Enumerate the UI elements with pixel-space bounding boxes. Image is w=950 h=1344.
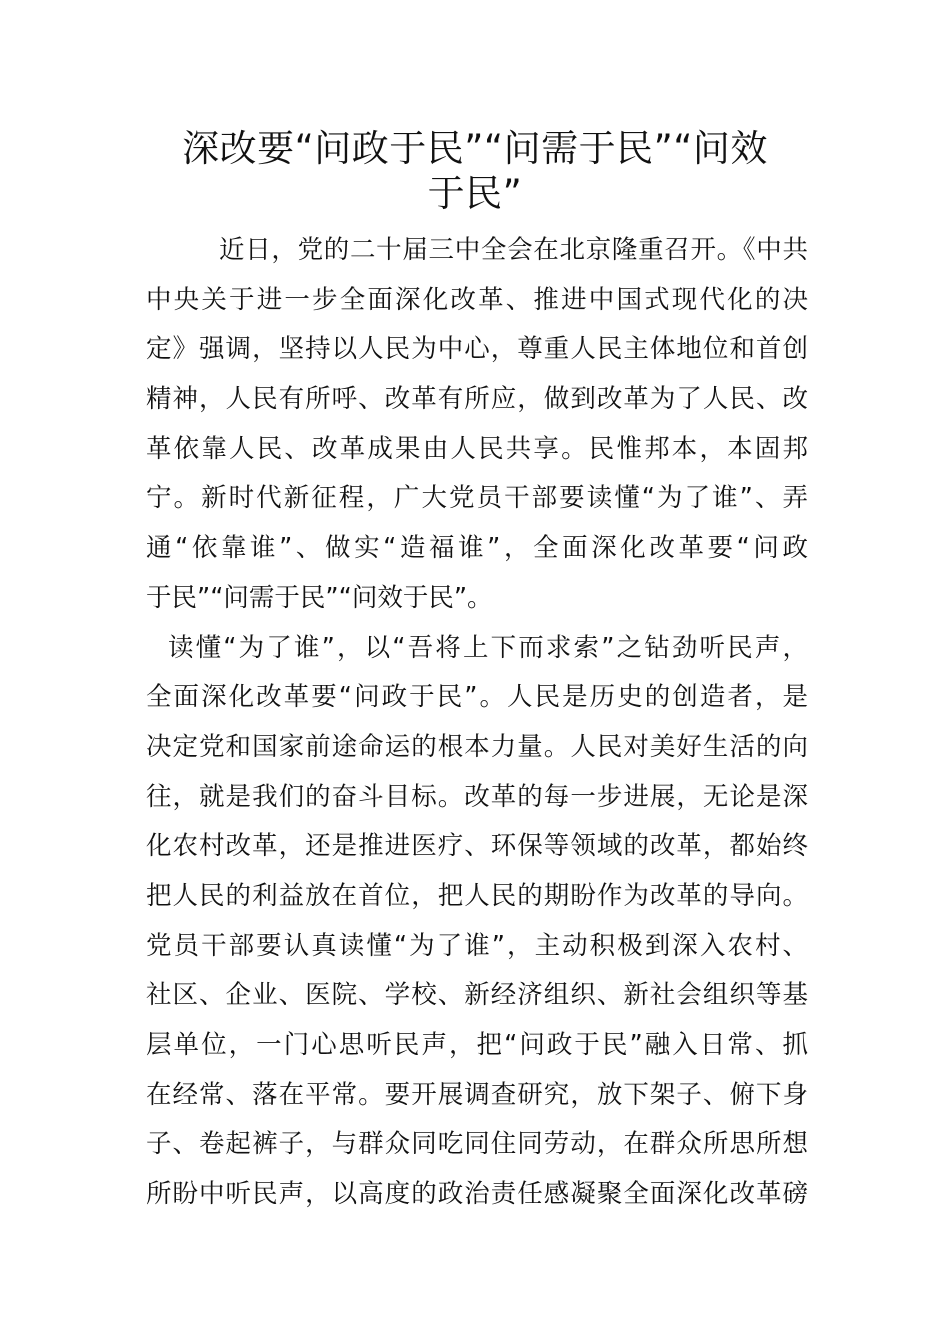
body-line: 子、卷起裤子，与群众同吃同住同劳动，在群众所思所想 [146, 1129, 808, 1160]
body-line: 决定党和国家前途命运的根本力量。人民对美好生活的向 [146, 731, 808, 762]
body-line: 宁。新时代新征程，广大党员干部要读懂“为了谁”、弄 [146, 483, 808, 514]
body-line: 在经常、落在平常。要开展调查研究，放下架子、俯下身 [146, 1079, 808, 1110]
body-line: 定》强调，坚持以人民为中心，尊重人民主体地位和首创 [146, 334, 808, 365]
body-line: 所盼中听民声，以高度的政治责任感凝聚全面深化改革磅 [146, 1179, 808, 1210]
body-line: 全面深化改革要“问政于民”。人民是历史的创造者，是 [146, 682, 808, 713]
body-line: 党员干部要认真读懂“为了谁”，主动积极到深入农村、 [146, 930, 808, 961]
body-line: 读懂“为了谁”，以“吾将上下而求索”之钻劲听民声， [168, 632, 808, 663]
title-line: 深改要“问政于民”“问需于民”“问效 [182, 127, 768, 170]
body-line: 近日，党的二十届三中全会在北京隆重召开。《中共 [219, 235, 808, 265]
document-body [146, 226, 808, 1220]
title-line: 于民” [427, 172, 523, 215]
body-line: 把人民的利益放在首位，把人民的期盼作为改革的导向。 [146, 880, 808, 911]
body-line: 精神，人民有所呼、改革有所应，做到改革为了人民、改 [146, 384, 808, 415]
body-line: 革依靠人民、改革成果由人民共享。民惟邦本，本固邦 [146, 433, 808, 464]
document-title [150, 126, 800, 216]
body-line: 层单位，一门心思听民声，把“问政于民”融入日常、抓 [146, 1030, 808, 1060]
body-line: 中央关于进一步全面深化改革、推进中国式现代化的决 [146, 284, 808, 315]
body-line: 于民”“问需于民”“问效于民”。 [146, 582, 493, 613]
body-line: 化农村改革，还是推进医疗、环保等领域的改革，都始终 [146, 831, 808, 862]
body-line: 往，就是我们的奋斗目标。改革的每一步进展，无论是深 [146, 781, 808, 812]
body-line: 社区、企业、医院、学校、新经济组织、新社会组织等基 [146, 980, 808, 1011]
body-line: 通“依靠谁”、做实“造福谁”，全面深化改革要“问政 [146, 533, 808, 564]
